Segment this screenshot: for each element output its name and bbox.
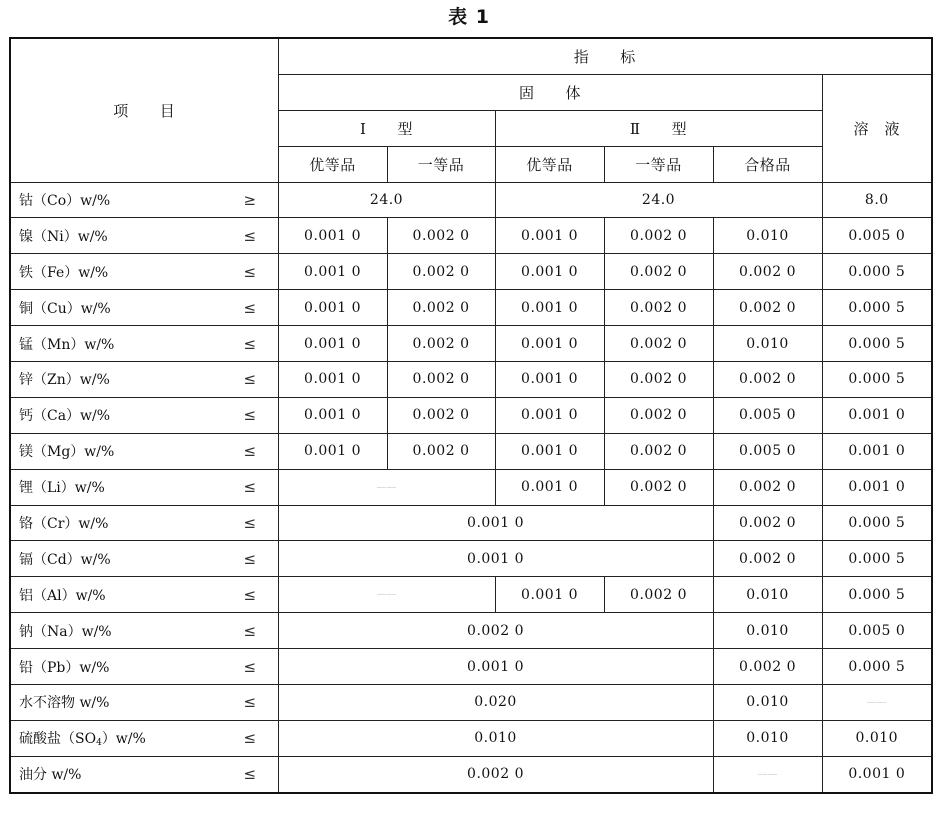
value-solution: 0.000 5 [822,326,932,362]
value-solution: 0.000 5 [822,362,932,398]
row-label: 锰（Mn）w/% [10,326,222,362]
value-t2-superior: 0.001 0 [495,290,604,326]
value-t2-first: 0.002 0 [604,254,713,290]
value-merged: 0.010 [278,720,713,756]
row-label: 铅（Pb）w/% [10,649,222,685]
table-row [10,505,932,541]
value-t1-superior: 0.001 0 [278,397,387,433]
value-solution: 0.005 0 [822,613,932,649]
value-type-1-empty: —— [278,577,495,613]
value-t2-superior: 0.001 0 [495,397,604,433]
table-row [10,469,932,505]
comparison-sign: ≤ [222,649,278,685]
value-t1-superior: 0.001 0 [278,290,387,326]
table-row [10,218,932,254]
row-label-subscript: 4 [96,738,102,749]
value-t1-first: 0.002 0 [387,254,495,290]
value-t2-first: 0.002 0 [604,433,713,469]
specification-table [9,37,933,794]
value-t2-qualified: 0.010 [713,326,822,362]
grade-qualified-type-2: 合格品 [713,146,822,182]
comparison-sign: ≤ [222,326,278,362]
table-row [10,577,932,613]
value-t2-qualified: 0.002 0 [713,505,822,541]
value-solution: 0.010 [822,720,932,756]
table-row [10,362,932,398]
value-t2-first: 0.002 0 [604,218,713,254]
value-solution-empty: —— [822,685,932,721]
value-t2-superior: 0.001 0 [495,469,604,505]
table-caption: 表 1 [448,6,490,28]
row-label-suffix: ）w/% [101,731,146,748]
value-t2-superior: 0.001 0 [495,218,604,254]
value-t1-superior: 0.001 0 [278,218,387,254]
value-t2-qualified: 0.002 0 [713,362,822,398]
comparison-sign: ≤ [222,685,278,721]
comparison-sign: ≤ [222,541,278,577]
value-t1-superior: 0.001 0 [278,254,387,290]
value-t2-qualified: 0.010 [713,218,822,254]
table-row [10,433,932,469]
value-t2-first: 0.002 0 [604,397,713,433]
value-t2-qualified: 0.005 0 [713,397,822,433]
value-t2-qualified: 0.010 [713,685,822,721]
header-item: 项 目 [10,38,278,182]
value-t1-first: 0.002 0 [387,218,495,254]
header-row-1 [10,38,932,74]
value-solution: 0.000 5 [822,505,932,541]
comparison-sign: ≤ [222,577,278,613]
table-row [10,254,932,290]
value-solution: 0.005 0 [822,218,932,254]
value-solution: 0.001 0 [822,756,932,792]
table-row [10,397,932,433]
row-label: 钴（Co）w/% [10,182,222,218]
table-row [10,756,932,792]
value-type-2: 24.0 [495,182,822,218]
header-solution: 溶 液 [822,74,932,182]
row-label: 钙（Ca）w/% [10,397,222,433]
row-label: 镍（Ni）w/% [10,218,222,254]
value-type-1: 24.0 [278,182,495,218]
table-row [10,326,932,362]
row-label: 镉（Cd）w/% [10,541,222,577]
value-solution: 0.001 0 [822,433,932,469]
value-t1-superior: 0.001 0 [278,326,387,362]
value-t1-first: 0.002 0 [387,397,495,433]
header-type-1: Ⅰ 型 [278,110,495,146]
row-label: 铁（Fe）w/% [10,254,222,290]
value-t2-qualified: 0.005 0 [713,433,822,469]
row-label-prefix: 硫酸盐（SO [19,731,97,748]
value-solution: 0.000 5 [822,290,932,326]
value-merged: 0.002 0 [278,613,713,649]
value-solution: 0.001 0 [822,469,932,505]
value-t2-qualified: 0.002 0 [713,649,822,685]
value-solution: 0.000 5 [822,254,932,290]
row-label: 水不溶物 w/% [10,685,222,721]
value-t2-qualified: 0.002 0 [713,469,822,505]
value-t2-qualified-empty: —— [713,756,822,792]
header-indicator: 指 标 [278,38,932,74]
value-t2-superior: 0.001 0 [495,326,604,362]
comparison-sign: ≥ [222,182,278,218]
row-label [10,720,222,756]
row-label: 油分 w/% [10,756,222,792]
row-label: 锂（Li）w/% [10,469,222,505]
grade-first-type-2: 一等品 [604,146,713,182]
value-t2-superior: 0.001 0 [495,362,604,398]
value-solution: 0.000 5 [822,649,932,685]
value-t2-superior: 0.001 0 [495,577,604,613]
header-type-2: Ⅱ 型 [495,110,822,146]
value-t2-qualified: 0.010 [713,613,822,649]
table-row [10,613,932,649]
row-label: 铬（Cr）w/% [10,505,222,541]
row-label: 铜（Cu）w/% [10,290,222,326]
value-t2-qualified: 0.010 [713,577,822,613]
comparison-sign: ≤ [222,290,278,326]
comparison-sign: ≤ [222,756,278,792]
table-row [10,720,932,756]
value-merged: 0.002 0 [278,756,713,792]
table-row [10,290,932,326]
comparison-sign: ≤ [222,254,278,290]
value-t1-first: 0.002 0 [387,433,495,469]
comparison-sign: ≤ [222,720,278,756]
value-t1-first: 0.002 0 [387,290,495,326]
table-row [10,541,932,577]
row-label: 铝（Al）w/% [10,577,222,613]
grade-superior-type-2: 优等品 [495,146,604,182]
table-row [10,649,932,685]
comparison-sign: ≤ [222,397,278,433]
grade-superior-type-1: 优等品 [278,146,387,182]
value-t2-qualified: 0.010 [713,720,822,756]
value-t2-qualified: 0.002 0 [713,290,822,326]
comparison-sign: ≤ [222,469,278,505]
table-row [10,182,932,218]
table-row [10,685,932,721]
value-t2-first: 0.002 0 [604,577,713,613]
comparison-sign: ≤ [222,362,278,398]
value-t2-first: 0.002 0 [604,362,713,398]
value-merged: 0.001 0 [278,505,713,541]
value-t2-first: 0.002 0 [604,326,713,362]
value-merged: 0.001 0 [278,541,713,577]
value-solution: 0.001 0 [822,397,932,433]
grade-first-type-1: 一等品 [387,146,495,182]
comparison-sign: ≤ [222,613,278,649]
value-type-1-empty: —— [278,469,495,505]
row-label: 锌（Zn）w/% [10,362,222,398]
header-solid: 固 体 [278,74,822,110]
value-solution: 0.000 5 [822,541,932,577]
value-solution: 8.0 [822,182,932,218]
value-t1-first: 0.002 0 [387,326,495,362]
value-t2-first: 0.002 0 [604,290,713,326]
comparison-sign: ≤ [222,505,278,541]
comparison-sign: ≤ [222,218,278,254]
comparison-sign: ≤ [222,433,278,469]
value-merged: 0.020 [278,685,713,721]
value-t2-superior: 0.001 0 [495,433,604,469]
value-t2-qualified: 0.002 0 [713,254,822,290]
value-merged: 0.001 0 [278,649,713,685]
row-label: 钠（Na）w/% [10,613,222,649]
value-t1-superior: 0.001 0 [278,362,387,398]
value-t2-first: 0.002 0 [604,469,713,505]
value-t2-superior: 0.001 0 [495,254,604,290]
value-solution: 0.000 5 [822,577,932,613]
row-label: 镁（Mg）w/% [10,433,222,469]
value-t1-superior: 0.001 0 [278,433,387,469]
value-t1-first: 0.002 0 [387,362,495,398]
value-t2-qualified: 0.002 0 [713,541,822,577]
